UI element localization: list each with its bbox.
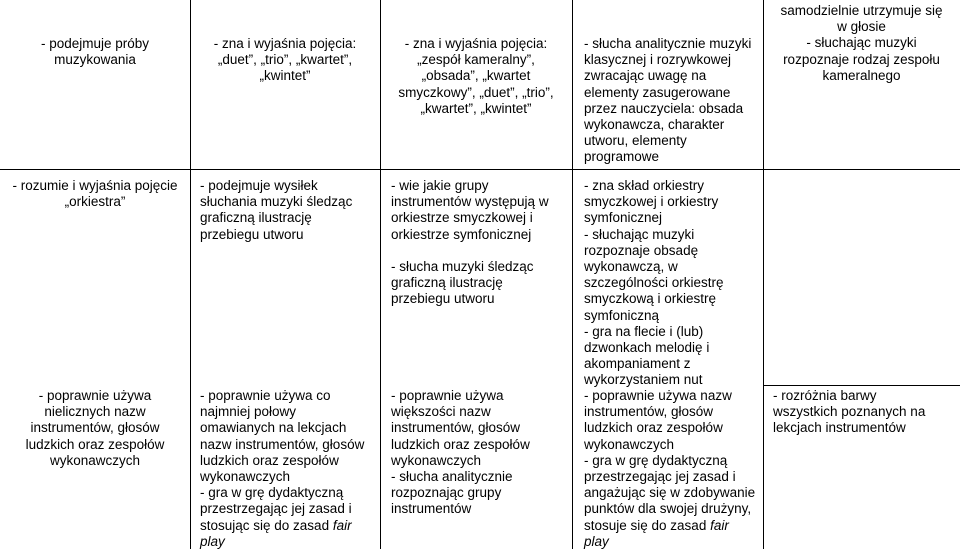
cell-line: przebiegu utworu xyxy=(391,291,495,307)
table-cell xyxy=(380,36,572,117)
cell-line: - wie jakie grupy xyxy=(391,178,489,193)
table-cell xyxy=(200,178,376,243)
cell-line: graficzną ilustrację xyxy=(200,210,312,226)
cell-line: - gra w grę dydaktyczną xyxy=(200,485,344,501)
table-cell xyxy=(391,388,569,518)
grid-line xyxy=(572,0,573,549)
cell-line: - słucha analitycznie muzyki xyxy=(584,36,752,51)
cell-line: - podejmuje wysiłek xyxy=(200,178,318,193)
cell-line: symfoniczną xyxy=(584,307,660,323)
cell-line: rozpoznaje obsadę xyxy=(584,242,699,258)
cell-line: wykonawczych xyxy=(49,452,141,468)
cell-line: instrumentów xyxy=(391,501,472,517)
cell-line: wykonawczych xyxy=(584,436,675,452)
cell-line: orkiestrze smyczkowej i xyxy=(391,210,533,226)
cell-line: - rozróżnia barwy xyxy=(773,388,877,403)
cell-line: - słuchając muzyki xyxy=(806,35,917,51)
cell-line: rozpoznaje rodzaj zespołu xyxy=(783,51,940,67)
cell-line: słuchania muzyki śledząc xyxy=(200,194,353,210)
cell-line: - gra w grę dydaktyczną xyxy=(584,452,728,468)
cell-line: kameralnego xyxy=(822,67,901,83)
cell-line: wykonawczą, w xyxy=(584,259,678,275)
cell-line: - poprawnie używa nazw xyxy=(584,388,732,403)
cell-line: - poprawnie używa co xyxy=(200,388,331,403)
cell-line: przestrzegając jej zasad i xyxy=(200,501,352,517)
cell-line: - poprawnie używa xyxy=(391,388,504,403)
cell-line: nazw instrumentów, głosów xyxy=(200,436,365,452)
cell-line: graficzną ilustrację xyxy=(391,275,503,291)
table-cell xyxy=(391,178,569,308)
table-cell xyxy=(190,36,380,85)
cell-line: elementy zasugerowane xyxy=(584,84,731,100)
grid-line xyxy=(0,169,960,170)
cell-line: przestrzegając jej zasad i xyxy=(584,469,736,485)
cell-text-italic: fair xyxy=(710,517,729,533)
cell-line: wykonawczych xyxy=(391,452,482,468)
cell-text: stosuje się do zasad xyxy=(584,517,707,533)
cell-line: szczególności orkiestrę xyxy=(584,275,724,291)
cell-line: - rozumie i wyjaśnia pojęcie xyxy=(12,178,178,193)
cell-line: - gra na flecie i (lub) xyxy=(584,323,704,339)
cell-line: samodzielnie utrzymuje się xyxy=(780,3,943,18)
cell-line: instrumentów występują w xyxy=(391,194,549,210)
cell-line: dzwonkach melodię i xyxy=(584,340,710,356)
cell-line: „duet”, „trio”, „kwartet”, xyxy=(217,52,353,68)
cell-line: smyczkowy”, „duet”, „trio”, xyxy=(398,84,554,100)
cell-line: wykonawczych xyxy=(200,469,291,485)
cell-line: ludzkich oraz zespołów xyxy=(584,420,723,436)
cell-line: - poprawnie używa xyxy=(38,388,152,403)
cell-line: nielicznych nazw xyxy=(44,404,146,420)
cell-line: „kwartet”, „kwintet” xyxy=(420,100,532,116)
cell-line: muzykowania xyxy=(54,52,136,68)
cell-text: stosując się do zasad xyxy=(200,517,330,533)
cell-line: większości nazw xyxy=(391,404,491,420)
table-cell xyxy=(763,3,960,84)
cell-line: instrumentów, głosów xyxy=(584,404,714,420)
cell-line: lekcjach instrumentów xyxy=(773,420,906,436)
table-cell xyxy=(0,178,190,210)
cell-line: ludzkich oraz zespołów xyxy=(391,436,530,452)
cell-line: wykonawcza, charakter xyxy=(584,117,725,133)
cell-line: akompaniament z xyxy=(584,356,691,372)
cell-line: przebiegu utworu xyxy=(200,226,304,242)
cell-line: - zna skład orkiestry xyxy=(584,178,705,193)
cell-line: programowe xyxy=(584,149,660,165)
cell-line: w głosie xyxy=(837,19,886,35)
cell-line: najmniej połowy xyxy=(200,404,297,420)
cell-line: utworu, elementy xyxy=(584,133,687,149)
cell-line: „orkiestra” xyxy=(64,194,126,210)
cell-line: wszystkich poznanych na xyxy=(773,404,926,420)
cell-line: - zna i wyjaśnia pojęcia: xyxy=(404,36,548,51)
table-cell xyxy=(0,388,190,469)
cell-line: „zespół kameralny”, xyxy=(417,52,535,68)
cell-line: - zna i wyjaśnia pojęcia: xyxy=(213,36,357,51)
cell-line: zwracając uwagę na xyxy=(584,68,707,84)
cell-line: orkiestrze symfonicznej xyxy=(391,226,532,242)
cell-line: - słucha muzyki śledząc xyxy=(391,259,534,275)
cell-line xyxy=(391,243,569,259)
cell-text-italic: fair xyxy=(332,517,352,533)
cell-line: „obsada”, „kwartet xyxy=(421,68,531,84)
cell-line: klasycznej i rozrywkowej xyxy=(584,52,732,68)
cell-line: angażując się w zdobywanie xyxy=(584,485,756,501)
cell-line: play xyxy=(200,533,225,549)
cell-line: - słuchając muzyki xyxy=(584,226,695,242)
table-cell xyxy=(584,178,760,389)
cell-line: przez nauczyciela: obsada xyxy=(584,100,744,116)
cell-line: play xyxy=(584,533,609,549)
cell-line: smyczkową i orkiestrę xyxy=(584,291,717,307)
table-cell xyxy=(584,388,760,550)
cell-line: smyczkowej i orkiestry xyxy=(584,194,719,210)
cell-line: - słucha analitycznie xyxy=(391,469,513,485)
grid-line xyxy=(763,385,960,386)
cell-line: omawianych na lekcjach xyxy=(200,420,347,436)
table-cell xyxy=(0,36,190,68)
cell-line: instrumentów, głosów xyxy=(391,420,521,436)
cell-line: wykorzystaniem nut xyxy=(584,372,703,388)
cell-line: instrumentów, głosów xyxy=(30,420,160,436)
cell-line: „kwintet” xyxy=(259,68,311,84)
cell-line: - podejmuje próby xyxy=(40,36,150,51)
table-cell xyxy=(200,388,376,550)
cell-line: punktów dla swojej drużyny, xyxy=(584,501,752,517)
cell-line: rozpoznając grupy xyxy=(391,485,502,501)
cell-line xyxy=(584,518,760,534)
cell-line: ludzkich oraz zespołów xyxy=(200,452,339,468)
cell-line: symfonicznej xyxy=(584,210,663,226)
cell-line: ludzkich oraz zespołów xyxy=(25,436,165,452)
table-cell xyxy=(584,36,760,166)
cell-line xyxy=(200,518,376,534)
table-cell xyxy=(773,388,957,437)
